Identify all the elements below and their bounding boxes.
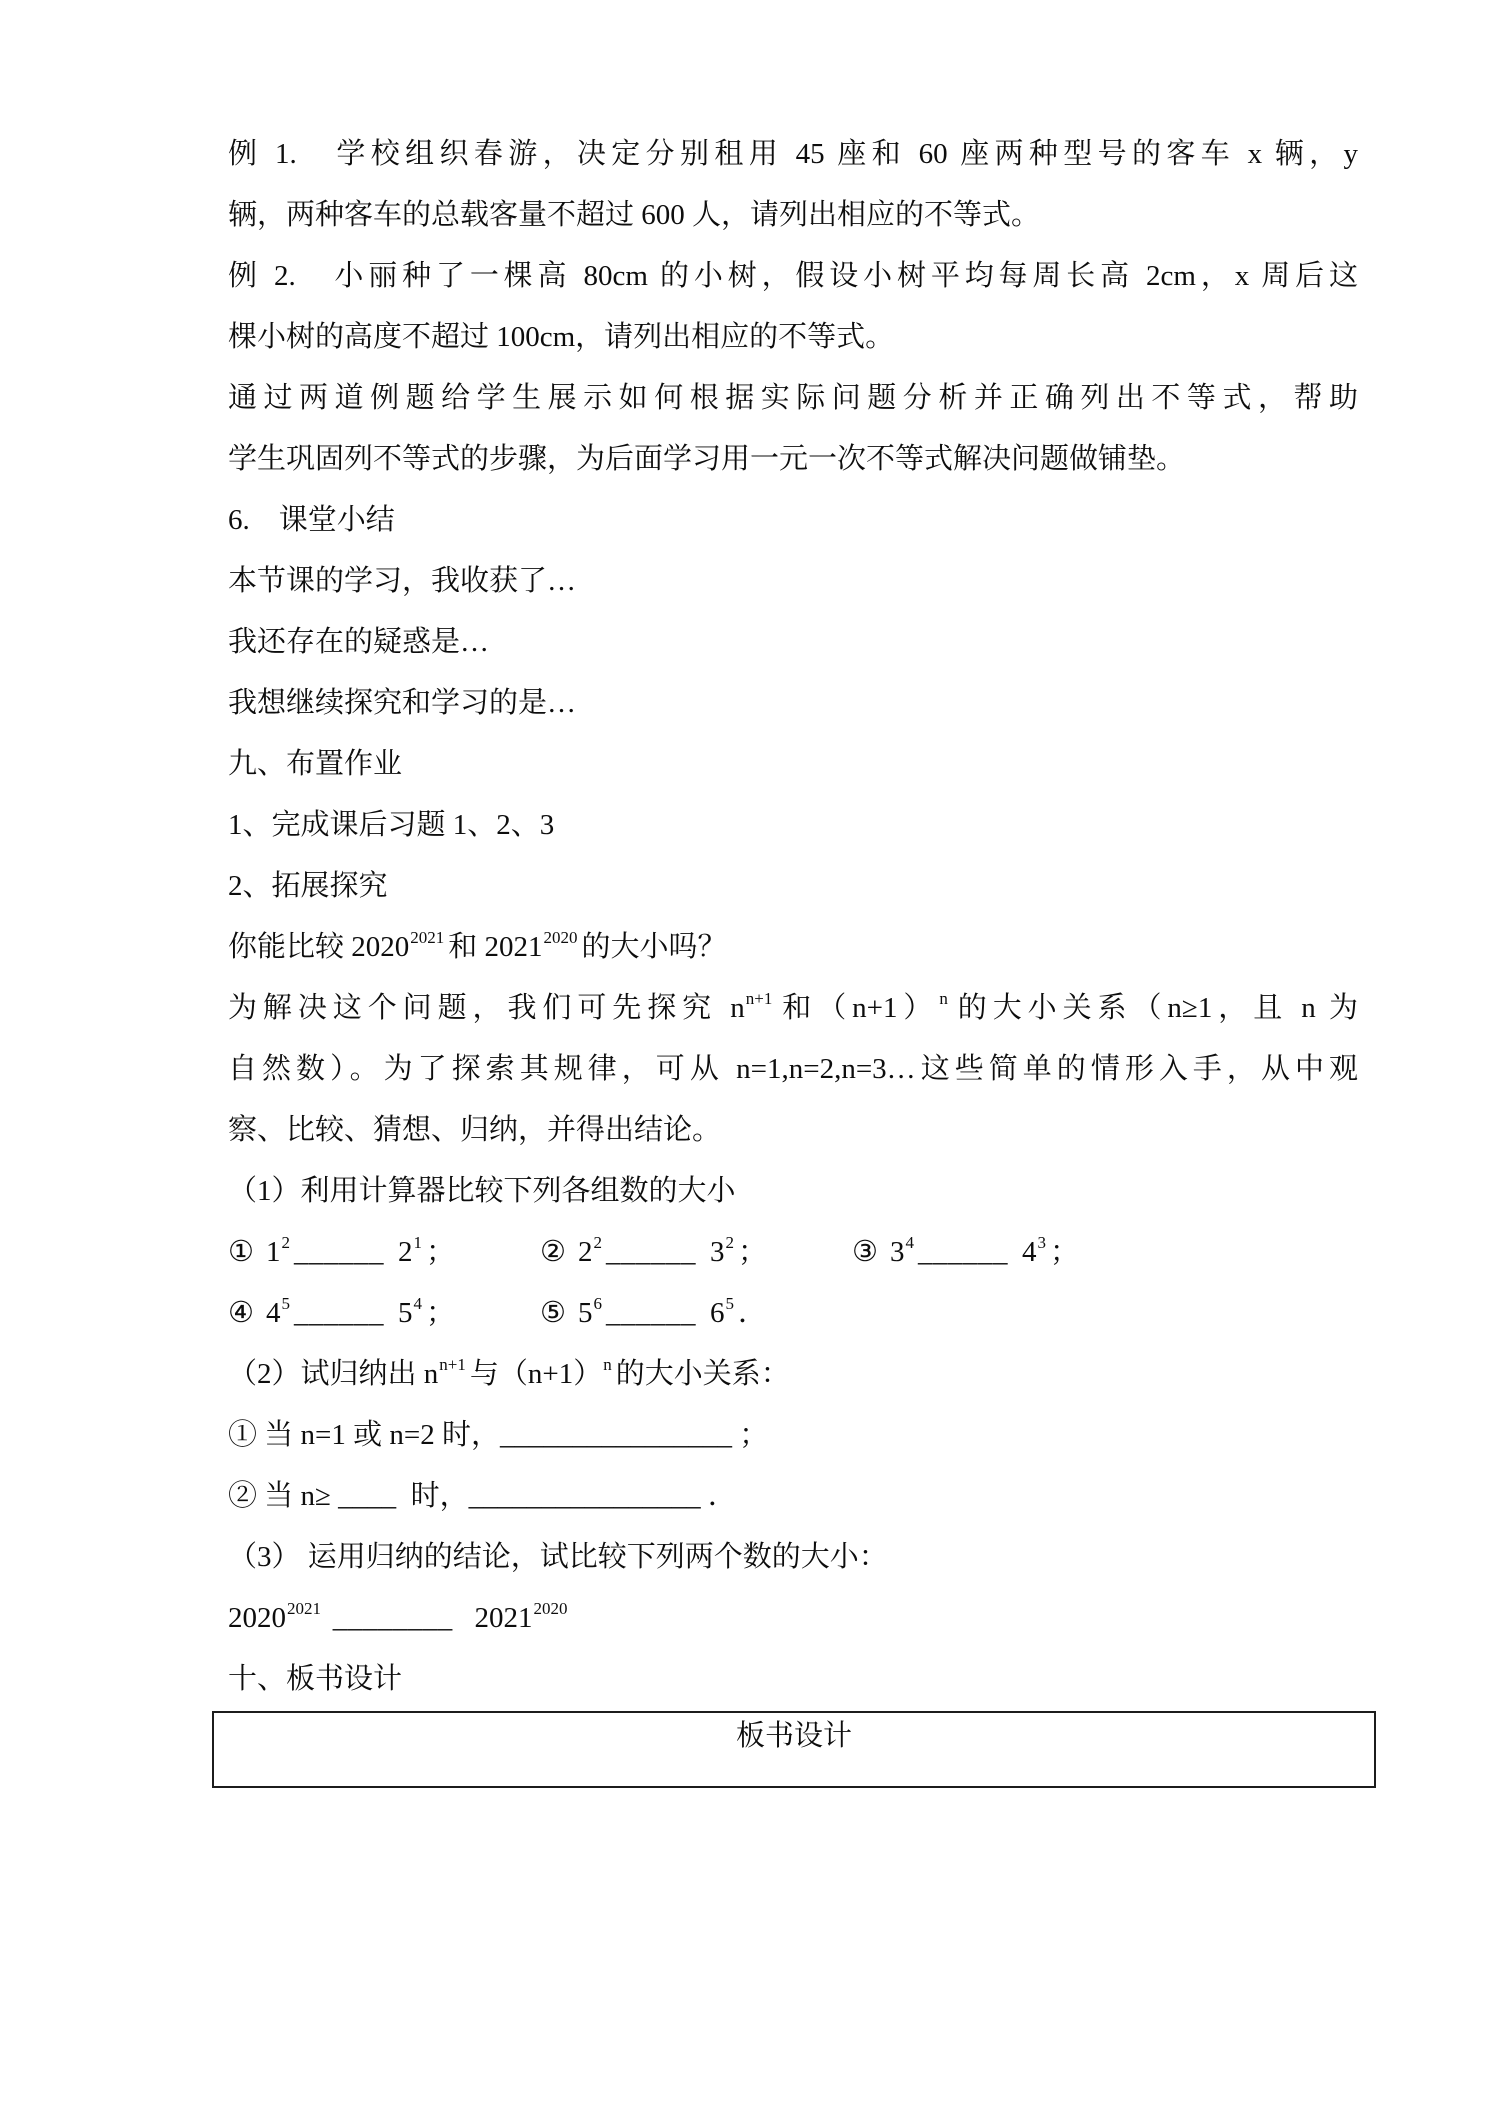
example-2-line-1: 例 2. 小丽种了一棵高 80cm 的小树，假设小树平均每周长高 2cm，x 周后这 [228, 260, 1358, 292]
answer-blank: ______ [606, 1236, 696, 1268]
purpose-line-2: 学生巩固列不等式的步骤，为后面学习用一元一次不等式解决问题做铺垫。 [228, 443, 1186, 475]
summary-heading: 6. 课堂小结 [228, 504, 395, 536]
example-1-line-1: 例 1. 学校组织春游，决定分别租用 45 座和 60 座两种型号的客车 x 辆，y [228, 138, 1358, 170]
example-2-line-2: 棵小树的高度不超过 100cm，请列出相应的不等式。 [228, 321, 895, 353]
task1-row-2 [228, 1283, 1358, 1344]
homework-section-heading: 九、布置作业 [228, 748, 403, 780]
circled-number: ① [228, 1236, 254, 1268]
task3-compare-line [228, 1588, 1358, 1649]
task3-heading: （3） 运用归纳的结论，试比较下列两个数的大小： [228, 1541, 888, 1573]
homework-item-1: 1、完成课后习题 1、2、3 [228, 809, 555, 841]
base-number: 5 [578, 1297, 593, 1329]
circled-number: ③ [852, 1236, 878, 1268]
circled-number: ② [540, 1236, 566, 1268]
circled-number: ⑤ [540, 1297, 566, 1329]
exponent: 2 [281, 1233, 290, 1252]
punctuation: ． [738, 1297, 768, 1329]
exponent: 2021 [410, 928, 445, 947]
task1-heading: （1）利用计算器比较下列各组数的大小 [228, 1175, 736, 1207]
compare-question-text: 的大小吗？ [581, 931, 727, 963]
base-number: 1 [266, 1236, 281, 1268]
comparison-item-4 [228, 1283, 540, 1344]
explore-text: 和（n+1） [776, 992, 939, 1024]
explore-line-3: 察、比较、猜想、归纳，并得出结论。 [228, 1114, 722, 1146]
punctuation: ； [1050, 1236, 1080, 1268]
exponent: n+1 [439, 1355, 466, 1374]
compare-question-line [228, 917, 1358, 978]
exponent: 4 [413, 1294, 422, 1313]
base-number: 2020 [228, 1602, 286, 1634]
explore-line-1 [228, 978, 1358, 1039]
answer-blank: ______ [294, 1236, 384, 1268]
answer-blank: ______ [294, 1297, 384, 1329]
comparison-item-3 [852, 1222, 1079, 1283]
punctuation: ； [738, 1236, 768, 1268]
exponent: n [939, 989, 948, 1008]
board-section-heading: 十、板书设计 [228, 1663, 403, 1695]
board-design-box-title: 板书设计 [735, 1720, 852, 1752]
base-number: 2021 [474, 1602, 533, 1634]
comparison-item-5 [540, 1283, 767, 1344]
exponent: 2 [725, 1233, 734, 1252]
task1-row-1 [228, 1222, 1358, 1283]
summary-line-1: 本节课的学习，我收获了… [228, 565, 577, 597]
compare-question-text: 和 2021 [448, 931, 543, 963]
explore-line-2: 自然数）。为了探索其规律，可从 n=1,n=2,n=3…这些简单的情形入手，从中观 [228, 1053, 1358, 1085]
task2-text: 的大小关系： [615, 1358, 790, 1390]
base-number: 3 [710, 1236, 725, 1268]
board-design-box [212, 1711, 1376, 1788]
base-number: 2 [578, 1236, 593, 1268]
answer-blank: ______ [918, 1236, 1008, 1268]
exponent: 5 [281, 1294, 290, 1313]
exponent: n+1 [745, 989, 773, 1008]
purpose-line-1: 通过两道例题给学生展示如何根据实际问题分析并正确列出不等式，帮助 [228, 382, 1358, 414]
exponent: 3 [1037, 1233, 1046, 1252]
task2-item-1: ① 当 n=1 或 n=2 时，________________ ； [228, 1419, 769, 1451]
exponent: 2020 [533, 1599, 568, 1618]
exponent: 1 [413, 1233, 422, 1252]
punctuation: ； [426, 1236, 456, 1268]
base-number: 5 [398, 1297, 413, 1329]
base-number: 3 [890, 1236, 905, 1268]
exponent: 6 [593, 1294, 602, 1313]
exponent: 2021 [287, 1599, 321, 1618]
task2-text: 与（n+1） [469, 1358, 603, 1390]
comparison-item-1 [228, 1222, 540, 1283]
base-number: 6 [710, 1297, 725, 1329]
summary-line-3: 我想继续探究和学习的是… [228, 687, 577, 719]
exponent: 2 [593, 1233, 602, 1252]
explore-text: 为解决这个问题，我们可先探究 n [228, 992, 745, 1024]
exponent: 2020 [543, 928, 578, 947]
task2-item-2: ② 当 n≥ ____ 时，________________ ． [228, 1480, 737, 1512]
exponent: 4 [905, 1233, 914, 1252]
homework-item-2: 2、拓展探究 [228, 870, 388, 902]
circled-number: ④ [228, 1297, 254, 1329]
task2-heading [228, 1344, 1358, 1405]
compare-question-text: 你能比较 2020 [228, 931, 410, 963]
exponent: n [603, 1355, 612, 1374]
example-1-line-2: 辆，两种客车的总载客量不超过 600 人，请列出相应的不等式。 [228, 199, 1041, 231]
comparison-item-2 [540, 1222, 852, 1283]
base-number: 2 [398, 1236, 413, 1268]
explore-text: 的大小关系（n≥1，且 n 为 [951, 992, 1358, 1024]
base-number: 4 [266, 1297, 281, 1329]
summary-line-2: 我还存在的疑惑是… [228, 626, 490, 658]
answer-blank: ________ [325, 1602, 461, 1634]
punctuation: ； [426, 1297, 456, 1329]
base-number: 4 [1022, 1236, 1037, 1268]
task2-text: （2）试归纳出 n [228, 1358, 439, 1390]
document-body [228, 124, 1358, 1788]
exponent: 5 [725, 1294, 734, 1313]
answer-blank: ______ [606, 1297, 696, 1329]
